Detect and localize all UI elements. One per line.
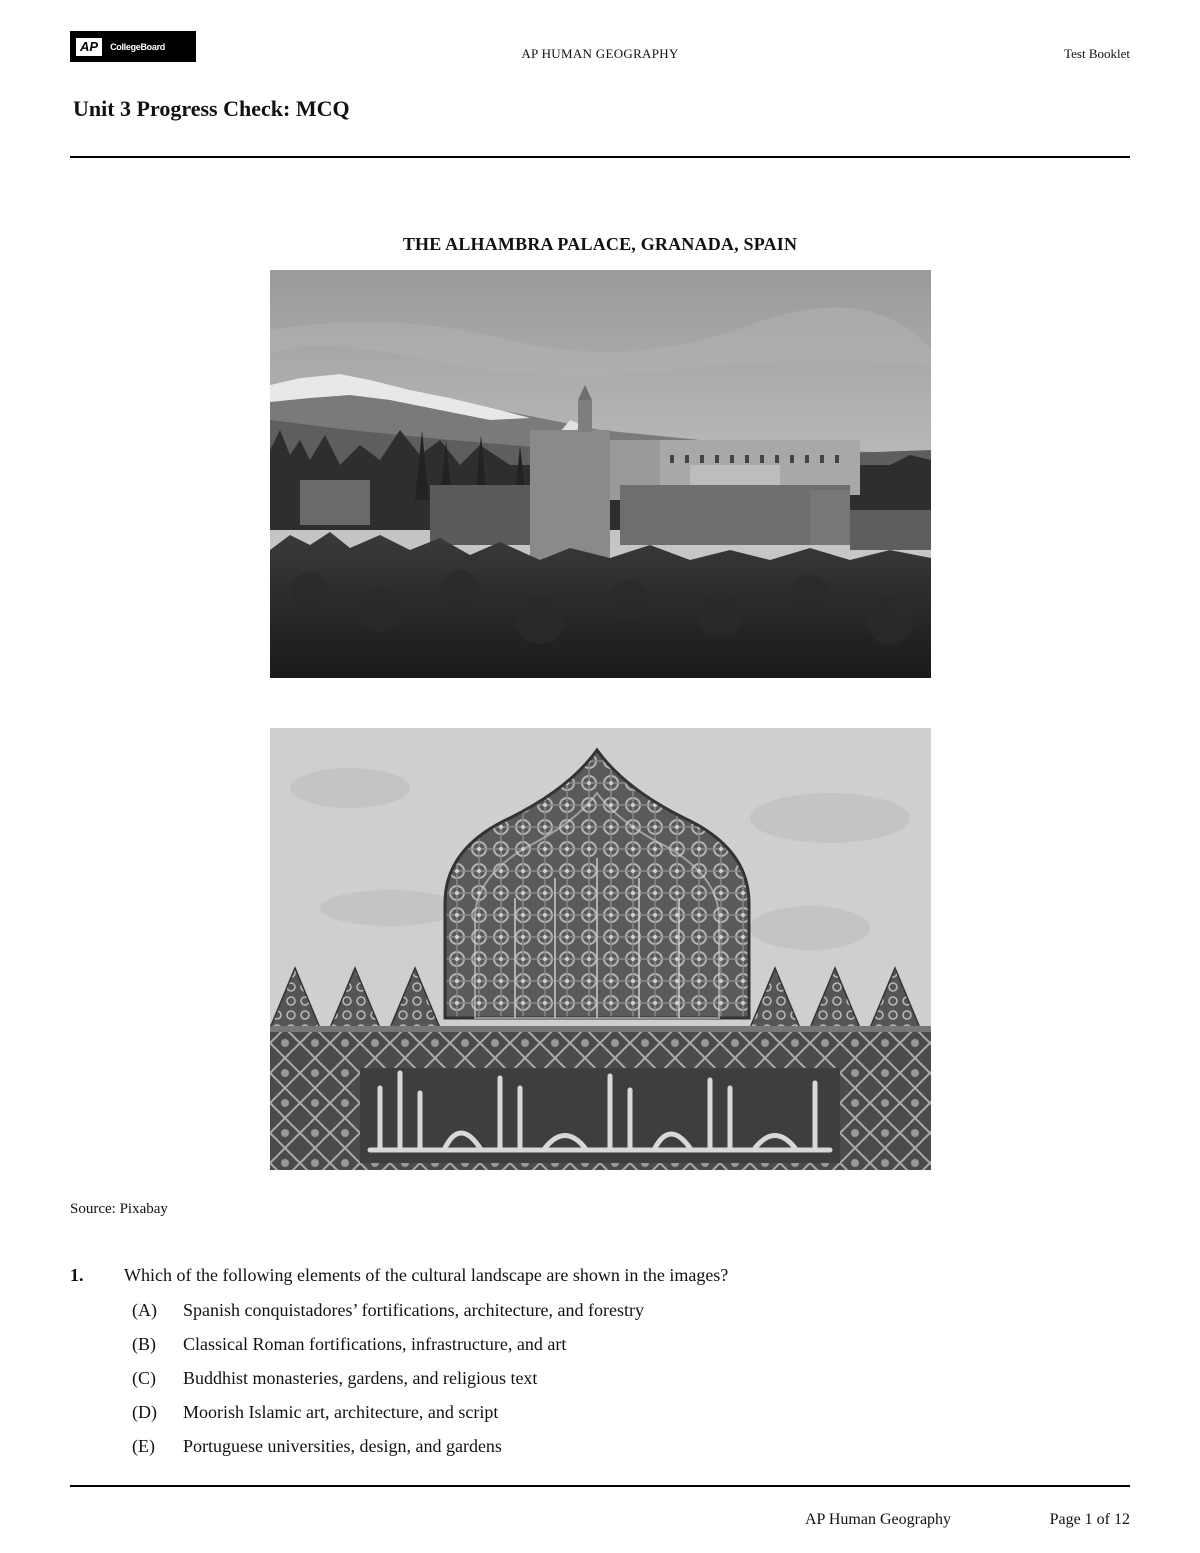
alhambra-palace-photo — [270, 270, 931, 678]
choice-e[interactable] — [132, 1436, 1130, 1470]
choice-letter: (A) — [132, 1300, 157, 1320]
choice-text: Classical Roman fortifications, infrastructure, and art — [183, 1334, 567, 1354]
choice-b[interactable] — [132, 1334, 1130, 1368]
choice-letter: (B) — [132, 1334, 156, 1354]
choice-text: Spanish conquistadores’ fortifications, architecture, and forestry — [183, 1300, 645, 1320]
logo-brand: CollegeBoard — [110, 41, 165, 52]
page-title: Unit 3 Progress Check: MCQ — [73, 96, 350, 121]
answer-choices — [132, 1300, 1130, 1470]
choice-a[interactable] — [132, 1300, 1130, 1334]
figure-caption: THE ALHAMBRA PALACE, GRANADA, SPAIN — [402, 234, 798, 254]
choice-letter: (E) — [132, 1436, 155, 1456]
header-booklet: Test Booklet — [1064, 46, 1130, 61]
choice-text: Moorish Islamic art, architecture, and script — [183, 1402, 499, 1422]
choice-d[interactable] — [132, 1402, 1130, 1436]
logo-ap: AP — [76, 38, 102, 56]
choice-text: Buddhist monasteries, gardens, and religious text — [183, 1368, 538, 1388]
figure-source: Source: Pixabay — [70, 1201, 168, 1217]
choice-text: Portuguese universities, design, and gardens — [183, 1436, 502, 1456]
question-1 — [70, 1265, 1130, 1470]
footer-subject: AP Human Geography — [805, 1511, 952, 1528]
header-subject: AP HUMAN GEOGRAPHY — [521, 46, 679, 61]
choice-c[interactable] — [132, 1368, 1130, 1402]
footer-divider — [70, 1485, 1130, 1487]
choice-letter: (D) — [132, 1402, 157, 1422]
header-divider — [70, 156, 1130, 158]
question-stem: Which of the following elements of the cultural landscape are shown in the images? — [124, 1265, 729, 1285]
choice-letter: (C) — [132, 1368, 156, 1388]
page-number: Page 1 of 12 — [1049, 1511, 1130, 1528]
question-number: 1. — [70, 1265, 84, 1285]
islamic-ornament-photo — [270, 728, 931, 1170]
